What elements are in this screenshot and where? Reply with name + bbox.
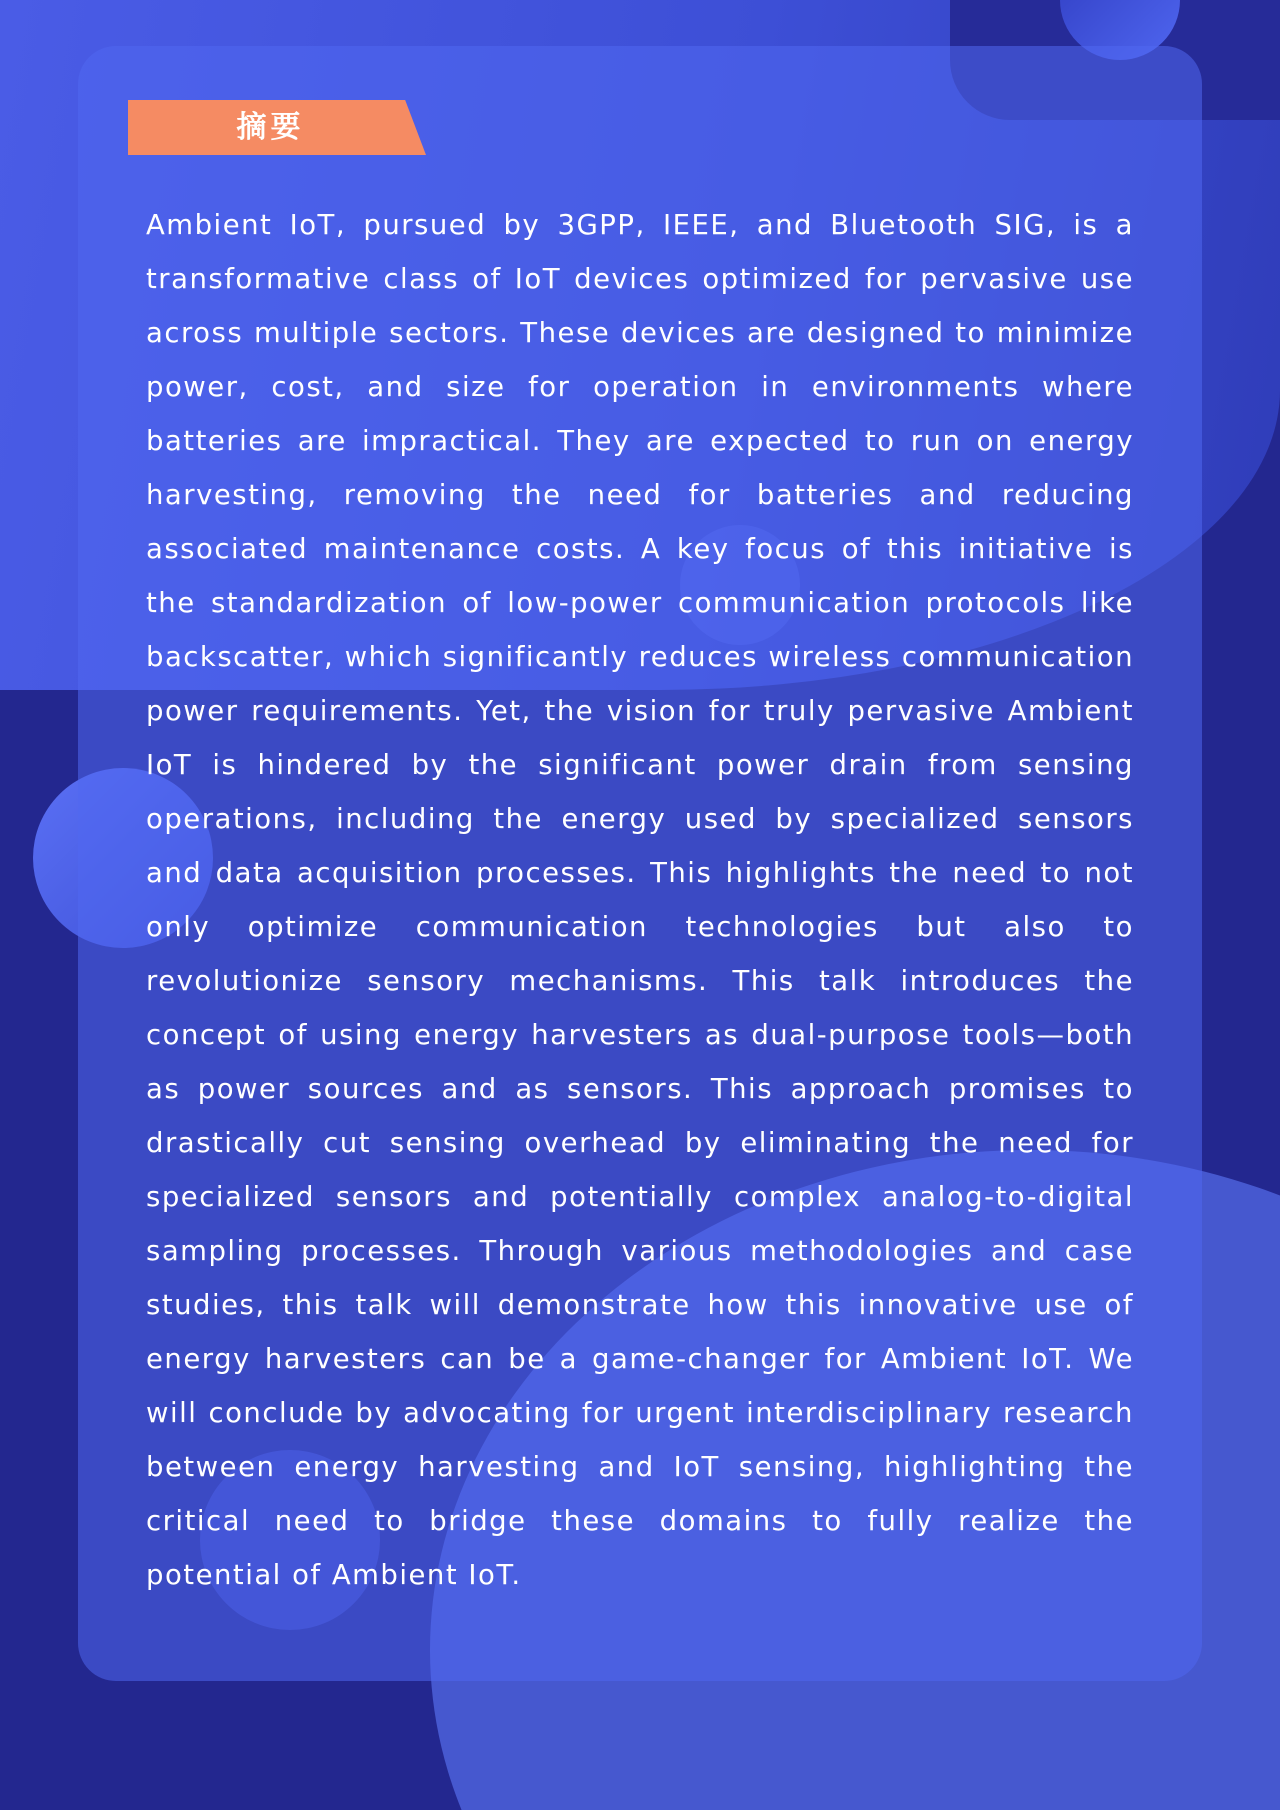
abstract-text: Ambient IoT, pursued by 3GPP, IEEE, and Bluetooth SIG, is a transformative class of IoT devices optimized for pervasive use across multiple sectors. These devices are designed to minimize power, cost, and size for operation in environments where batteries are impractical. They are expected to run on energy harvesting, removing the need for batteries and reducing associated maintenance costs. A key focus of this initiative is the standardization of low-power communication protocols like backscatter, which significantly reduces wireless communication power requirements. Yet, the vision for truly pervasive Ambient IoT is hindered by the significant power drain from sensing operations, including the energy used by specialized sensors and data acquisition processes. This highlights the need to not only optimize communication technologies but also to revolutionize sensory mechanisms. This talk introduces the concept of using energy harvesters as dual-purpose tools—both as power sources and as sensors. This approach promises to drastically cut sensing overhead by eliminating the need for specialized sensors and potentially complex analog-to-digital sampling processes. Through various methodologies and case studies, this talk will demonstrate how this innovative use of energy harvesters can be a game-changer for Ambient IoT. We will conclude by advocating for urgent interdisciplinary research between energy harvesting and IoT sensing, highlighting the critical need to bridge these domains to fully realize the potential of Ambient IoT. bbox=[146, 209, 1134, 1591]
section-badge-label: 摘要 bbox=[236, 110, 305, 145]
